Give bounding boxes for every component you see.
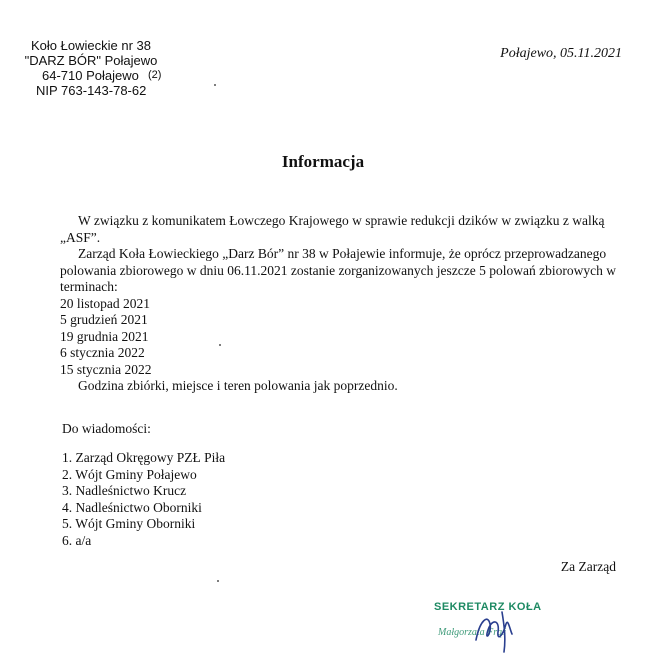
recipient-item: 3. Nadleśnictwo Krucz — [62, 483, 187, 498]
header-note: (2) — [148, 69, 162, 81]
intro-paragraph: W związku z komunikatem Łowczego Krajowego w sprawie redukcji dzików w związku z walką „ASF”. — [60, 213, 605, 245]
announcement-paragraph: Zarząd Koła Łowieckiego „Darz Bór” nr 38 w Połajewie informuje, że oprócz przeprowadzanego polowania zbiorowego w dniu 06.11.2021 zostanie zorganizowanych jeszcze 5 polowań zbiorowych w terminach: — [60, 246, 616, 294]
recipients-label: Do wiadomości: — [62, 421, 151, 436]
hunt-date: 6 stycznia 2022 — [60, 345, 145, 360]
club-subname: "DARZ BÓR" Połajewo — [24, 53, 158, 68]
scan-speck — [214, 84, 216, 86]
club-address — [6, 68, 176, 83]
closing-paragraph: Godzina zbiórki, miejsce i teren polowania jak poprzednio. — [78, 378, 398, 393]
club-nip: NIP 763-143-78-62 — [36, 83, 147, 98]
sign-off: Za Zarząd — [560, 559, 616, 574]
hunt-date: 15 stycznia 2022 — [60, 361, 152, 377]
hunt-date: 5 grudzień 2021 — [60, 312, 148, 327]
hunt-dates-list — [60, 296, 620, 379]
recipient-item: 2. Wójt Gminy Połajewo — [62, 466, 197, 482]
club-name: Koło Łowieckie nr 38 — [31, 38, 151, 53]
hunt-date: 20 listopad 2021 — [60, 295, 150, 311]
recipients-list — [62, 450, 225, 549]
place-date: Połajewo, 05.11.2021 — [500, 46, 622, 61]
recipient-item: 4. Nadleśnictwo Oborniki — [62, 499, 202, 515]
document-title: Informacja — [281, 152, 365, 171]
club-postal-address: 64-710 Połajewo — [42, 68, 139, 83]
club-header-stamp — [6, 38, 176, 98]
scan-speck — [219, 344, 221, 346]
hunt-date: 19 grudnia 2021 — [60, 328, 149, 344]
secretary-stamp — [428, 590, 568, 660]
document-body — [60, 213, 620, 395]
recipient-item: 6. a/a — [62, 532, 92, 548]
recipient-item: 1. Zarząd Okręgowy PZŁ Piła — [62, 450, 226, 465]
stamp-name: Małgorzata Frąś — [438, 627, 507, 638]
scan-speck — [217, 580, 219, 582]
recipient-item: 5. Wójt Gminy Oborniki — [62, 516, 196, 531]
stamp-title: SEKRETARZ KOŁA — [434, 601, 542, 613]
